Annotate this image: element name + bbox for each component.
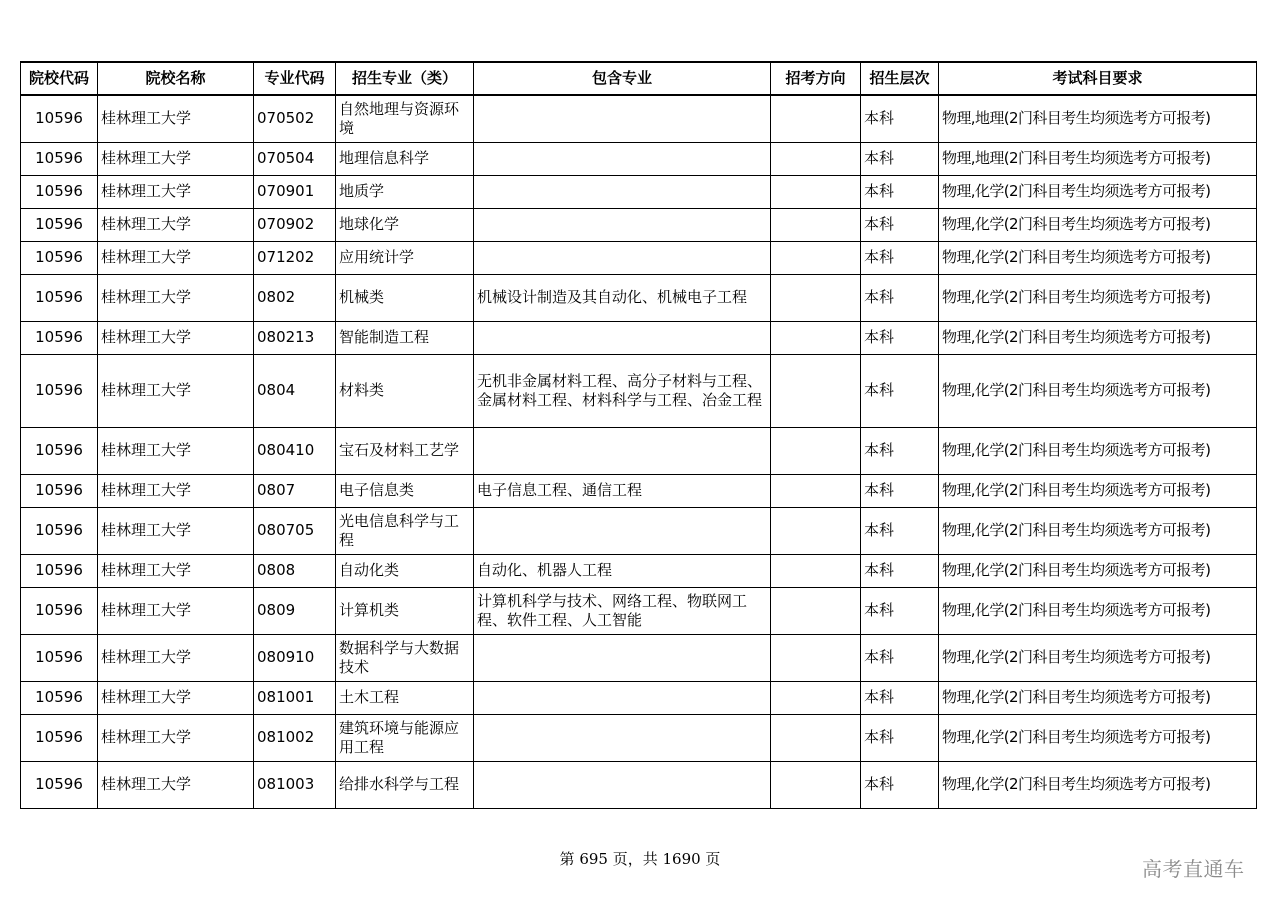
major-cell: 材料类 [336, 354, 474, 427]
table-row [21, 95, 1257, 142]
requirements-cell: 物理,化学(2门科目考生均须选考方可报考) [939, 634, 1257, 681]
school-name-cell: 桂林理工大学 [98, 427, 254, 474]
major-code-cell: 070502 [254, 95, 336, 142]
school-name-cell: 桂林理工大学 [98, 274, 254, 321]
table-row [21, 761, 1257, 808]
direction-cell [771, 427, 861, 474]
major-cell: 光电信息科学与工程 [336, 507, 474, 554]
includes-cell [474, 321, 771, 354]
direction-cell [771, 681, 861, 714]
major-code-cell: 0809 [254, 587, 336, 634]
requirements-cell: 物理,地理(2门科目考生均须选考方可报考) [939, 142, 1257, 175]
table-header-row [21, 62, 1257, 95]
requirements-cell: 物理,化学(2门科目考生均须选考方可报考) [939, 274, 1257, 321]
direction-cell [771, 354, 861, 427]
school-name-cell: 桂林理工大学 [98, 474, 254, 507]
school-code-cell: 10596 [21, 241, 98, 274]
table-row [21, 427, 1257, 474]
table-body [21, 95, 1257, 808]
direction-cell [771, 474, 861, 507]
major-code-cell: 0807 [254, 474, 336, 507]
level-cell: 本科 [861, 554, 939, 587]
includes-cell [474, 95, 771, 142]
school-code-cell: 10596 [21, 274, 98, 321]
level-cell: 本科 [861, 634, 939, 681]
table-row [21, 554, 1257, 587]
school-code-cell: 10596 [21, 427, 98, 474]
table-row [21, 681, 1257, 714]
school-name-cell: 桂林理工大学 [98, 507, 254, 554]
requirements-cell: 物理,化学(2门科目考生均须选考方可报考) [939, 714, 1257, 761]
level-cell: 本科 [861, 587, 939, 634]
major-cell: 机械类 [336, 274, 474, 321]
school-code-cell: 10596 [21, 714, 98, 761]
major-code-cell: 070902 [254, 208, 336, 241]
table-row [21, 634, 1257, 681]
requirements-cell: 物理,化学(2门科目考生均须选考方可报考) [939, 681, 1257, 714]
school-name-cell: 桂林理工大学 [98, 714, 254, 761]
major-code-cell: 080410 [254, 427, 336, 474]
school-code-cell: 10596 [21, 321, 98, 354]
school-name-cell: 桂林理工大学 [98, 321, 254, 354]
level-cell: 本科 [861, 507, 939, 554]
requirements-cell: 物理,化学(2门科目考生均须选考方可报考) [939, 208, 1257, 241]
school-code-cell: 10596 [21, 95, 98, 142]
table-row [21, 474, 1257, 507]
requirements-cell: 物理,化学(2门科目考生均须选考方可报考) [939, 507, 1257, 554]
direction-cell [771, 587, 861, 634]
direction-cell [771, 241, 861, 274]
header-school-code: 院校代码 [21, 62, 98, 95]
includes-cell [474, 507, 771, 554]
major-cell: 智能制造工程 [336, 321, 474, 354]
level-cell: 本科 [861, 474, 939, 507]
includes-cell [474, 175, 771, 208]
major-cell: 自动化类 [336, 554, 474, 587]
header-major-code: 专业代码 [254, 62, 336, 95]
school-code-cell: 10596 [21, 761, 98, 808]
school-name-cell: 桂林理工大学 [98, 208, 254, 241]
header-level: 招生层次 [861, 62, 939, 95]
school-code-cell: 10596 [21, 634, 98, 681]
table-row [21, 142, 1257, 175]
table-row [21, 354, 1257, 427]
school-code-cell: 10596 [21, 142, 98, 175]
header-requirements: 考试科目要求 [939, 62, 1257, 95]
header-includes: 包含专业 [474, 62, 771, 95]
major-cell: 宝石及材料工艺学 [336, 427, 474, 474]
level-cell: 本科 [861, 208, 939, 241]
requirements-cell: 物理,地理(2门科目考生均须选考方可报考) [939, 95, 1257, 142]
includes-cell [474, 761, 771, 808]
watermark: 高考直通车 [1142, 857, 1245, 881]
page-number-footer: 第 695 页，共 1690 页 [559, 850, 721, 868]
includes-cell [474, 681, 771, 714]
level-cell: 本科 [861, 427, 939, 474]
major-code-cell: 0804 [254, 354, 336, 427]
table-row [21, 714, 1257, 761]
school-name-cell: 桂林理工大学 [98, 761, 254, 808]
school-name-cell: 桂林理工大学 [98, 95, 254, 142]
includes-cell [474, 427, 771, 474]
school-code-cell: 10596 [21, 507, 98, 554]
school-code-cell: 10596 [21, 587, 98, 634]
level-cell: 本科 [861, 354, 939, 427]
direction-cell [771, 95, 861, 142]
major-cell: 给排水科学与工程 [336, 761, 474, 808]
direction-cell [771, 321, 861, 354]
major-code-cell: 080705 [254, 507, 336, 554]
direction-cell [771, 634, 861, 681]
school-name-cell: 桂林理工大学 [98, 587, 254, 634]
includes-cell: 无机非金属材料工程、高分子材料与工程、金属材料工程、材料科学与工程、冶金工程 [474, 354, 771, 427]
school-name-cell: 桂林理工大学 [98, 634, 254, 681]
requirements-cell: 物理,化学(2门科目考生均须选考方可报考) [939, 761, 1257, 808]
major-code-cell: 070901 [254, 175, 336, 208]
school-code-cell: 10596 [21, 554, 98, 587]
level-cell: 本科 [861, 274, 939, 321]
level-cell: 本科 [861, 142, 939, 175]
requirements-cell: 物理,化学(2门科目考生均须选考方可报考) [939, 354, 1257, 427]
level-cell: 本科 [861, 175, 939, 208]
table-row [21, 274, 1257, 321]
requirements-cell: 物理,化学(2门科目考生均须选考方可报考) [939, 241, 1257, 274]
direction-cell [771, 554, 861, 587]
level-cell: 本科 [861, 241, 939, 274]
includes-cell [474, 208, 771, 241]
direction-cell [771, 175, 861, 208]
header-major: 招生专业（类） [336, 62, 474, 95]
requirements-cell: 物理,化学(2门科目考生均须选考方可报考) [939, 554, 1257, 587]
direction-cell [771, 507, 861, 554]
requirements-cell: 物理,化学(2门科目考生均须选考方可报考) [939, 175, 1257, 208]
includes-cell: 机械设计制造及其自动化、机械电子工程 [474, 274, 771, 321]
major-code-cell: 081001 [254, 681, 336, 714]
table-row [21, 321, 1257, 354]
header-direction: 招考方向 [771, 62, 861, 95]
school-name-cell: 桂林理工大学 [98, 241, 254, 274]
includes-cell [474, 241, 771, 274]
includes-cell [474, 142, 771, 175]
school-code-cell: 10596 [21, 208, 98, 241]
major-cell: 地理信息科学 [336, 142, 474, 175]
includes-cell [474, 634, 771, 681]
requirements-cell: 物理,化学(2门科目考生均须选考方可报考) [939, 587, 1257, 634]
table-row [21, 175, 1257, 208]
table-row [21, 507, 1257, 554]
level-cell: 本科 [861, 321, 939, 354]
table-row [21, 587, 1257, 634]
school-name-cell: 桂林理工大学 [98, 175, 254, 208]
direction-cell [771, 208, 861, 241]
requirements-cell: 物理,化学(2门科目考生均须选考方可报考) [939, 427, 1257, 474]
table-row [21, 208, 1257, 241]
school-code-cell: 10596 [21, 681, 98, 714]
direction-cell [771, 761, 861, 808]
major-code-cell: 071202 [254, 241, 336, 274]
major-code-cell: 081003 [254, 761, 336, 808]
includes-cell: 电子信息工程、通信工程 [474, 474, 771, 507]
header-school-name: 院校名称 [98, 62, 254, 95]
major-cell: 自然地理与资源环境 [336, 95, 474, 142]
major-cell: 土木工程 [336, 681, 474, 714]
school-code-cell: 10596 [21, 474, 98, 507]
level-cell: 本科 [861, 95, 939, 142]
school-name-cell: 桂林理工大学 [98, 142, 254, 175]
major-code-cell: 0808 [254, 554, 336, 587]
direction-cell [771, 142, 861, 175]
table-row [21, 241, 1257, 274]
includes-cell: 自动化、机器人工程 [474, 554, 771, 587]
major-cell: 地球化学 [336, 208, 474, 241]
includes-cell: 计算机科学与技术、网络工程、物联网工程、软件工程、人工智能 [474, 587, 771, 634]
school-name-cell: 桂林理工大学 [98, 354, 254, 427]
level-cell: 本科 [861, 714, 939, 761]
requirements-cell: 物理,化学(2门科目考生均须选考方可报考) [939, 321, 1257, 354]
school-code-cell: 10596 [21, 354, 98, 427]
major-cell: 地质学 [336, 175, 474, 208]
includes-cell [474, 714, 771, 761]
level-cell: 本科 [861, 761, 939, 808]
major-code-cell: 070504 [254, 142, 336, 175]
requirements-cell: 物理,化学(2门科目考生均须选考方可报考) [939, 474, 1257, 507]
direction-cell [771, 714, 861, 761]
direction-cell [771, 274, 861, 321]
school-name-cell: 桂林理工大学 [98, 681, 254, 714]
major-cell: 电子信息类 [336, 474, 474, 507]
major-cell: 计算机类 [336, 587, 474, 634]
major-cell: 应用统计学 [336, 241, 474, 274]
major-code-cell: 080910 [254, 634, 336, 681]
major-cell: 数据科学与大数据技术 [336, 634, 474, 681]
school-name-cell: 桂林理工大学 [98, 554, 254, 587]
school-code-cell: 10596 [21, 175, 98, 208]
admissions-table [20, 61, 1257, 809]
level-cell: 本科 [861, 681, 939, 714]
major-code-cell: 081002 [254, 714, 336, 761]
major-cell: 建筑环境与能源应用工程 [336, 714, 474, 761]
major-code-cell: 080213 [254, 321, 336, 354]
major-code-cell: 0802 [254, 274, 336, 321]
